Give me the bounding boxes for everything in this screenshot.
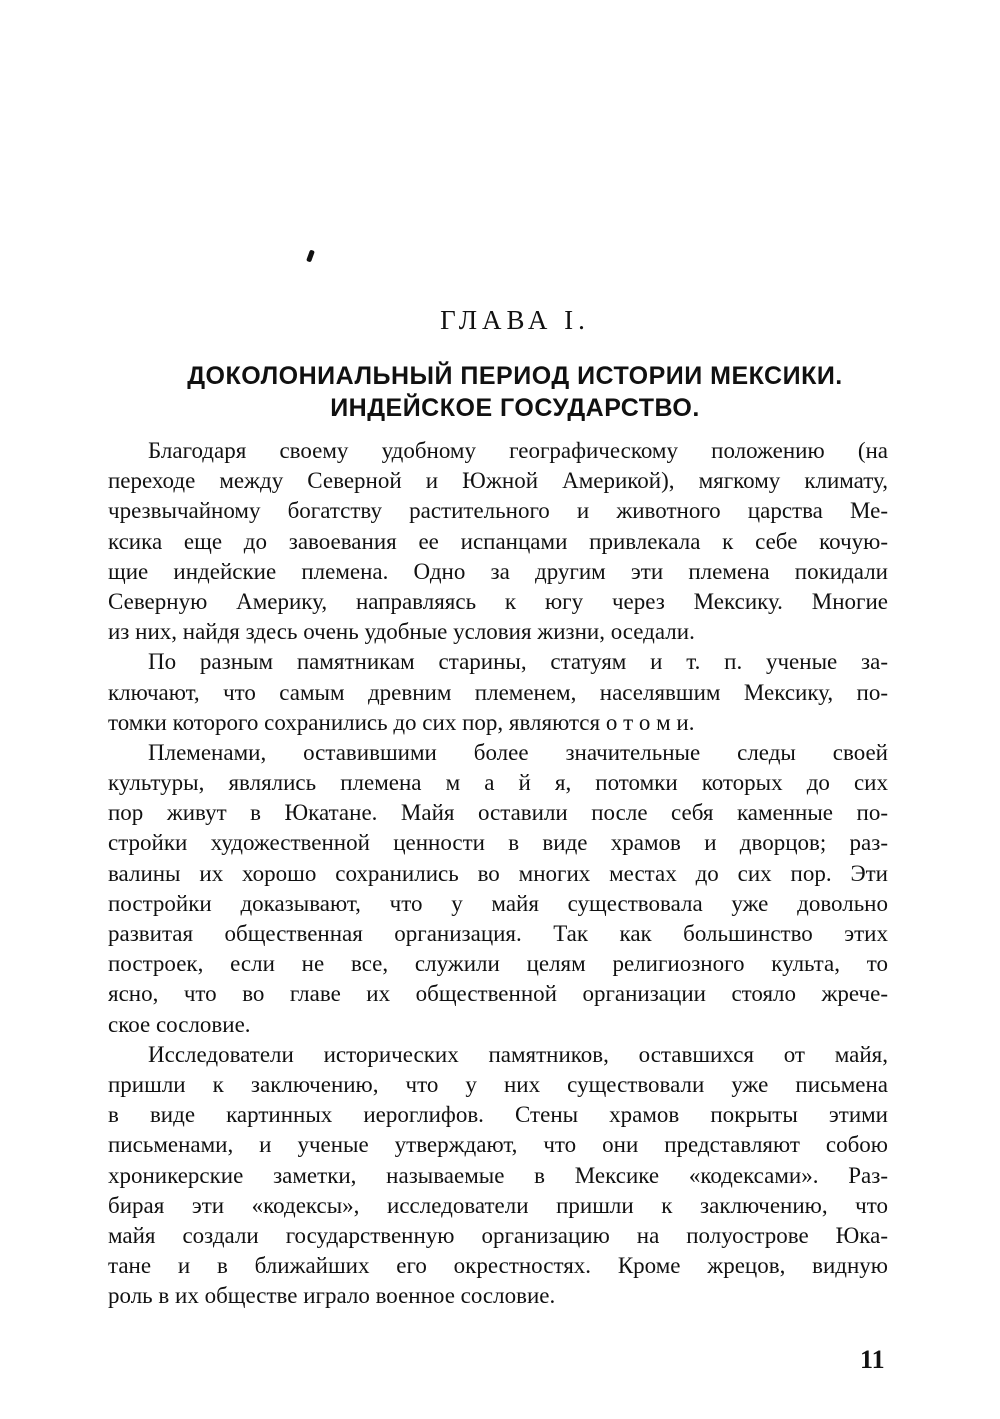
chapter-heading: ГЛАВА I. <box>440 305 590 335</box>
text-line: развитая общественная организация. Так как большинство этих <box>108 921 888 946</box>
text-line: Северную Америку, направляясь к югу через Мексику. Многие <box>108 588 888 614</box>
text-line: щие индейские племена. Одно за другим эти племена покидали <box>108 558 888 584</box>
text-line: построек, если не все, служили целям религиозного культа, то <box>108 951 888 977</box>
text-line: роль в их обществе играло военное сословие. <box>108 1283 556 1309</box>
text-line: письменами, и ученые утверждают, что они представляют собою <box>108 1132 888 1158</box>
text-line: томки которого сохранились до сих пор, являются о т о м и. <box>108 709 695 735</box>
text-line: хроникерские заметки, называемые в Мексике «кодексами». Раз- <box>108 1162 888 1188</box>
chapter-title-line-1: ДОКОЛОНИАЛЬНЫЙ ПЕРИОД ИСТОРИИ МЕКСИКИ. <box>187 362 843 390</box>
chapter-title <box>100 360 930 424</box>
text-line: Племенами, оставившими более значительные следы своей <box>148 739 888 765</box>
text-line: чрезвычайному богатству растительного и животного царства Ме- <box>108 498 888 524</box>
ink-mark <box>306 250 315 263</box>
chapter-title-line-2: ИНДЕЙСКОЕ ГОСУДАРСТВО. <box>330 394 700 422</box>
text-line: пришли к заключению, что у них существовали уже письмена <box>108 1071 888 1097</box>
text-line: пор живут в Юкатане. Майя оставили после себя каменные по- <box>108 800 888 826</box>
text-line: валины их хорошо сохранились во многих местах до сих пор. Эти <box>108 860 888 886</box>
text-line: ское сословие. <box>108 1011 251 1037</box>
text-line: постройки доказывают, что у майя существовала уже довольно <box>108 890 888 916</box>
text-line: Благодаря своему удобному географическому положению (на <box>148 438 888 463</box>
text-line: в виде картинных иероглифов. Стены храмов покрыты этими <box>108 1102 888 1128</box>
text-line: из них, найдя здесь очень удобные условия жизни, оседали. <box>108 619 695 645</box>
text-line: бирая эти «кодексы», исследователи пришли к заключению, что <box>108 1192 888 1218</box>
page-number: 11 <box>860 1345 885 1374</box>
text-line: тане и в ближайших его окрестностях. Кроме жрецов, видную <box>108 1253 888 1279</box>
text-line: майя создали государственную организацию на полуострове Юка- <box>108 1222 888 1248</box>
text-line: Исследователи исторических памятников, оставшихся от майя, <box>148 1041 888 1067</box>
text-line: ксика еще до завоевания ее испанцами привлекала к себе кочую- <box>108 528 888 554</box>
text-line: ясно, что во главе их общественной организации стояло жрече- <box>108 981 888 1007</box>
text-line: ключают, что самым древним племенем, населявшим Мексику, по- <box>108 679 888 705</box>
text-line: культуры, являлись племена м а й я, потомки которых до сих <box>108 770 888 796</box>
body-text <box>108 436 888 1311</box>
text-line: переходе между Северной и Южной Америкой), мягкому климату, <box>108 468 888 494</box>
text-line: По разным памятникам старины, статуям и т. п. ученые за- <box>148 649 888 675</box>
text-line: стройки художественной ценности в виде храмов и дворцов; раз- <box>108 830 888 856</box>
